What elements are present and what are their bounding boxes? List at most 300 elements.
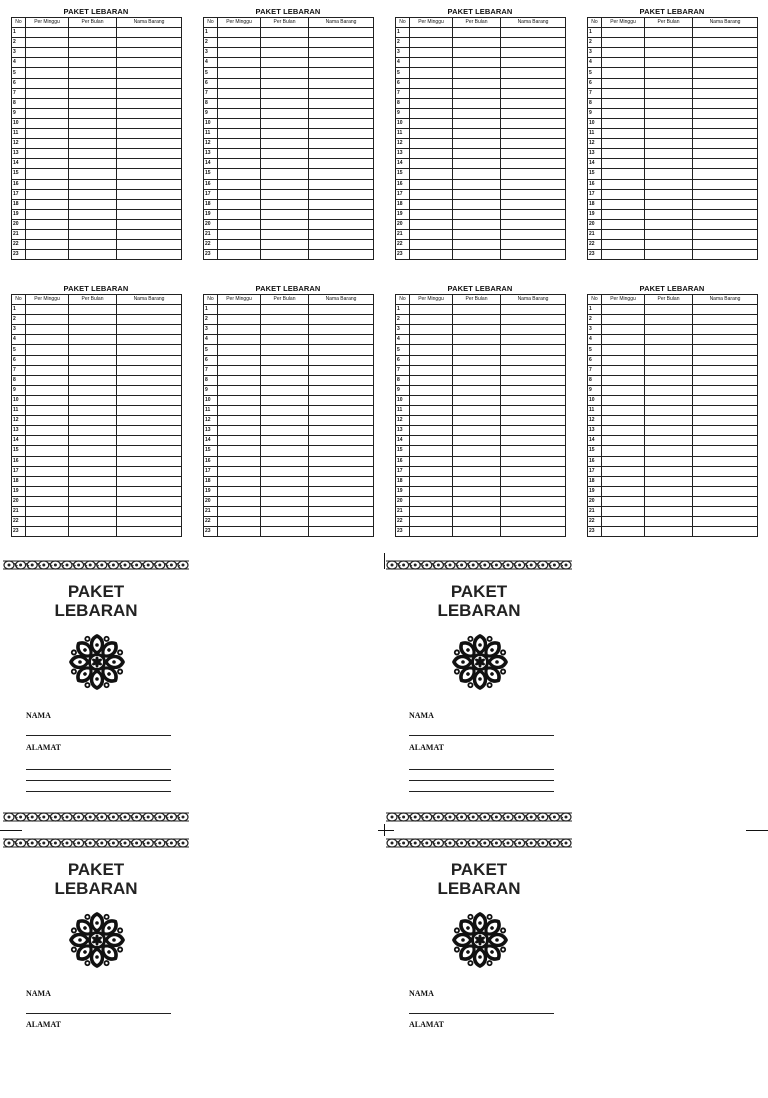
blank-cell[interactable] xyxy=(602,240,645,250)
blank-cell[interactable] xyxy=(261,456,309,466)
blank-cell[interactable] xyxy=(309,315,374,325)
blank-cell[interactable] xyxy=(117,28,182,38)
blank-cell[interactable] xyxy=(26,78,69,88)
alamat-line[interactable] xyxy=(26,780,171,781)
blank-cell[interactable] xyxy=(218,48,261,58)
blank-cell[interactable] xyxy=(261,209,309,219)
blank-cell[interactable] xyxy=(26,436,69,446)
blank-cell[interactable] xyxy=(501,436,566,446)
blank-cell[interactable] xyxy=(218,88,261,98)
blank-cell[interactable] xyxy=(309,98,374,108)
blank-cell[interactable] xyxy=(645,88,693,98)
blank-cell[interactable] xyxy=(218,315,261,325)
alamat-line[interactable] xyxy=(409,791,554,792)
blank-cell[interactable] xyxy=(645,129,693,139)
blank-cell[interactable] xyxy=(117,527,182,537)
blank-cell[interactable] xyxy=(261,179,309,189)
blank-cell[interactable] xyxy=(26,406,69,416)
blank-cell[interactable] xyxy=(645,476,693,486)
blank-cell[interactable] xyxy=(117,436,182,446)
blank-cell[interactable] xyxy=(453,88,501,98)
blank-cell[interactable] xyxy=(453,486,501,496)
blank-cell[interactable] xyxy=(645,456,693,466)
blank-cell[interactable] xyxy=(26,496,69,506)
blank-cell[interactable] xyxy=(26,149,69,159)
blank-cell[interactable] xyxy=(261,305,309,315)
blank-cell[interactable] xyxy=(453,335,501,345)
blank-cell[interactable] xyxy=(453,305,501,315)
blank-cell[interactable] xyxy=(261,250,309,260)
blank-cell[interactable] xyxy=(117,305,182,315)
blank-cell[interactable] xyxy=(693,416,758,426)
blank-cell[interactable] xyxy=(410,139,453,149)
blank-cell[interactable] xyxy=(645,149,693,159)
blank-cell[interactable] xyxy=(410,209,453,219)
blank-cell[interactable] xyxy=(602,88,645,98)
blank-cell[interactable] xyxy=(309,209,374,219)
blank-cell[interactable] xyxy=(218,496,261,506)
blank-cell[interactable] xyxy=(218,335,261,345)
blank-cell[interactable] xyxy=(645,179,693,189)
blank-cell[interactable] xyxy=(26,240,69,250)
blank-cell[interactable] xyxy=(501,28,566,38)
blank-cell[interactable] xyxy=(26,58,69,68)
blank-cell[interactable] xyxy=(693,315,758,325)
blank-cell[interactable] xyxy=(26,355,69,365)
blank-cell[interactable] xyxy=(218,219,261,229)
blank-cell[interactable] xyxy=(645,209,693,219)
blank-cell[interactable] xyxy=(693,58,758,68)
blank-cell[interactable] xyxy=(218,436,261,446)
blank-cell[interactable] xyxy=(218,108,261,118)
blank-cell[interactable] xyxy=(26,209,69,219)
blank-cell[interactable] xyxy=(410,395,453,405)
blank-cell[interactable] xyxy=(645,527,693,537)
blank-cell[interactable] xyxy=(645,325,693,335)
blank-cell[interactable] xyxy=(410,496,453,506)
blank-cell[interactable] xyxy=(410,486,453,496)
blank-cell[interactable] xyxy=(410,240,453,250)
blank-cell[interactable] xyxy=(645,199,693,209)
blank-cell[interactable] xyxy=(693,486,758,496)
blank-cell[interactable] xyxy=(693,169,758,179)
blank-cell[interactable] xyxy=(501,250,566,260)
blank-cell[interactable] xyxy=(261,48,309,58)
blank-cell[interactable] xyxy=(602,456,645,466)
blank-cell[interactable] xyxy=(602,406,645,416)
blank-cell[interactable] xyxy=(645,139,693,149)
blank-cell[interactable] xyxy=(261,446,309,456)
blank-cell[interactable] xyxy=(410,426,453,436)
blank-cell[interactable] xyxy=(453,78,501,88)
blank-cell[interactable] xyxy=(69,527,117,537)
blank-cell[interactable] xyxy=(453,98,501,108)
blank-cell[interactable] xyxy=(261,240,309,250)
blank-cell[interactable] xyxy=(218,58,261,68)
blank-cell[interactable] xyxy=(410,355,453,365)
blank-cell[interactable] xyxy=(69,199,117,209)
blank-cell[interactable] xyxy=(261,436,309,446)
blank-cell[interactable] xyxy=(453,199,501,209)
blank-cell[interactable] xyxy=(645,416,693,426)
blank-cell[interactable] xyxy=(693,496,758,506)
blank-cell[interactable] xyxy=(645,169,693,179)
blank-cell[interactable] xyxy=(453,496,501,506)
blank-cell[interactable] xyxy=(26,179,69,189)
blank-cell[interactable] xyxy=(218,395,261,405)
blank-cell[interactable] xyxy=(218,68,261,78)
blank-cell[interactable] xyxy=(501,219,566,229)
blank-cell[interactable] xyxy=(602,108,645,118)
blank-cell[interactable] xyxy=(410,28,453,38)
blank-cell[interactable] xyxy=(69,38,117,48)
alamat-line[interactable] xyxy=(26,769,171,770)
blank-cell[interactable] xyxy=(602,199,645,209)
blank-cell[interactable] xyxy=(309,395,374,405)
blank-cell[interactable] xyxy=(410,98,453,108)
blank-cell[interactable] xyxy=(693,240,758,250)
blank-cell[interactable] xyxy=(69,209,117,219)
blank-cell[interactable] xyxy=(218,305,261,315)
blank-cell[interactable] xyxy=(309,496,374,506)
blank-cell[interactable] xyxy=(693,108,758,118)
blank-cell[interactable] xyxy=(645,28,693,38)
blank-cell[interactable] xyxy=(218,159,261,169)
blank-cell[interactable] xyxy=(693,38,758,48)
blank-cell[interactable] xyxy=(501,517,566,527)
blank-cell[interactable] xyxy=(501,365,566,375)
blank-cell[interactable] xyxy=(645,496,693,506)
blank-cell[interactable] xyxy=(26,416,69,426)
blank-cell[interactable] xyxy=(218,118,261,128)
blank-cell[interactable] xyxy=(501,139,566,149)
blank-cell[interactable] xyxy=(117,58,182,68)
blank-cell[interactable] xyxy=(218,375,261,385)
blank-cell[interactable] xyxy=(117,118,182,128)
blank-cell[interactable] xyxy=(26,229,69,239)
blank-cell[interactable] xyxy=(309,219,374,229)
blank-cell[interactable] xyxy=(261,149,309,159)
blank-cell[interactable] xyxy=(693,159,758,169)
blank-cell[interactable] xyxy=(69,517,117,527)
blank-cell[interactable] xyxy=(453,38,501,48)
blank-cell[interactable] xyxy=(453,325,501,335)
blank-cell[interactable] xyxy=(501,189,566,199)
blank-cell[interactable] xyxy=(602,506,645,516)
blank-cell[interactable] xyxy=(117,229,182,239)
blank-cell[interactable] xyxy=(69,219,117,229)
blank-cell[interactable] xyxy=(309,506,374,516)
blank-cell[interactable] xyxy=(69,305,117,315)
blank-cell[interactable] xyxy=(218,129,261,139)
blank-cell[interactable] xyxy=(218,98,261,108)
blank-cell[interactable] xyxy=(501,118,566,128)
blank-cell[interactable] xyxy=(453,365,501,375)
blank-cell[interactable] xyxy=(261,98,309,108)
blank-cell[interactable] xyxy=(693,517,758,527)
blank-cell[interactable] xyxy=(501,58,566,68)
blank-cell[interactable] xyxy=(26,38,69,48)
blank-cell[interactable] xyxy=(410,149,453,159)
blank-cell[interactable] xyxy=(26,385,69,395)
blank-cell[interactable] xyxy=(410,466,453,476)
blank-cell[interactable] xyxy=(501,179,566,189)
blank-cell[interactable] xyxy=(693,98,758,108)
blank-cell[interactable] xyxy=(410,38,453,48)
blank-cell[interactable] xyxy=(69,385,117,395)
blank-cell[interactable] xyxy=(602,486,645,496)
blank-cell[interactable] xyxy=(26,250,69,260)
blank-cell[interactable] xyxy=(602,446,645,456)
blank-cell[interactable] xyxy=(410,446,453,456)
blank-cell[interactable] xyxy=(453,179,501,189)
blank-cell[interactable] xyxy=(410,476,453,486)
blank-cell[interactable] xyxy=(453,456,501,466)
blank-cell[interactable] xyxy=(26,219,69,229)
blank-cell[interactable] xyxy=(117,88,182,98)
blank-cell[interactable] xyxy=(453,436,501,446)
blank-cell[interactable] xyxy=(645,406,693,416)
blank-cell[interactable] xyxy=(501,159,566,169)
blank-cell[interactable] xyxy=(69,325,117,335)
blank-cell[interactable] xyxy=(602,436,645,446)
blank-cell[interactable] xyxy=(602,28,645,38)
blank-cell[interactable] xyxy=(453,385,501,395)
blank-cell[interactable] xyxy=(26,476,69,486)
blank-cell[interactable] xyxy=(69,108,117,118)
blank-cell[interactable] xyxy=(645,345,693,355)
blank-cell[interactable] xyxy=(453,139,501,149)
blank-cell[interactable] xyxy=(501,345,566,355)
blank-cell[interactable] xyxy=(309,527,374,537)
blank-cell[interactable] xyxy=(218,149,261,159)
blank-cell[interactable] xyxy=(602,48,645,58)
blank-cell[interactable] xyxy=(501,426,566,436)
blank-cell[interactable] xyxy=(501,476,566,486)
blank-cell[interactable] xyxy=(602,149,645,159)
blank-cell[interactable] xyxy=(309,446,374,456)
blank-cell[interactable] xyxy=(218,385,261,395)
blank-cell[interactable] xyxy=(645,78,693,88)
blank-cell[interactable] xyxy=(309,118,374,128)
blank-cell[interactable] xyxy=(309,58,374,68)
blank-cell[interactable] xyxy=(309,335,374,345)
blank-cell[interactable] xyxy=(69,345,117,355)
blank-cell[interactable] xyxy=(218,416,261,426)
blank-cell[interactable] xyxy=(453,446,501,456)
blank-cell[interactable] xyxy=(117,209,182,219)
blank-cell[interactable] xyxy=(309,88,374,98)
blank-cell[interactable] xyxy=(218,169,261,179)
blank-cell[interactable] xyxy=(693,149,758,159)
blank-cell[interactable] xyxy=(645,335,693,345)
blank-cell[interactable] xyxy=(218,466,261,476)
blank-cell[interactable] xyxy=(645,426,693,436)
blank-cell[interactable] xyxy=(453,375,501,385)
blank-cell[interactable] xyxy=(117,416,182,426)
blank-cell[interactable] xyxy=(26,466,69,476)
blank-cell[interactable] xyxy=(218,456,261,466)
blank-cell[interactable] xyxy=(645,466,693,476)
blank-cell[interactable] xyxy=(501,527,566,537)
blank-cell[interactable] xyxy=(69,78,117,88)
blank-cell[interactable] xyxy=(693,406,758,416)
blank-cell[interactable] xyxy=(410,365,453,375)
blank-cell[interactable] xyxy=(410,305,453,315)
blank-cell[interactable] xyxy=(453,189,501,199)
blank-cell[interactable] xyxy=(26,365,69,375)
blank-cell[interactable] xyxy=(261,229,309,239)
blank-cell[interactable] xyxy=(218,325,261,335)
blank-cell[interactable] xyxy=(410,199,453,209)
blank-cell[interactable] xyxy=(501,38,566,48)
blank-cell[interactable] xyxy=(26,446,69,456)
blank-cell[interactable] xyxy=(645,48,693,58)
blank-cell[interactable] xyxy=(693,68,758,78)
blank-cell[interactable] xyxy=(218,406,261,416)
blank-cell[interactable] xyxy=(218,38,261,48)
nama-line[interactable] xyxy=(26,1013,171,1014)
blank-cell[interactable] xyxy=(117,48,182,58)
blank-cell[interactable] xyxy=(69,98,117,108)
blank-cell[interactable] xyxy=(410,416,453,426)
blank-cell[interactable] xyxy=(645,98,693,108)
blank-cell[interactable] xyxy=(501,108,566,118)
blank-cell[interactable] xyxy=(117,426,182,436)
blank-cell[interactable] xyxy=(693,179,758,189)
blank-cell[interactable] xyxy=(693,219,758,229)
blank-cell[interactable] xyxy=(218,229,261,239)
blank-cell[interactable] xyxy=(501,149,566,159)
blank-cell[interactable] xyxy=(26,199,69,209)
blank-cell[interactable] xyxy=(309,78,374,88)
blank-cell[interactable] xyxy=(69,375,117,385)
blank-cell[interactable] xyxy=(410,436,453,446)
blank-cell[interactable] xyxy=(309,149,374,159)
blank-cell[interactable] xyxy=(602,159,645,169)
blank-cell[interactable] xyxy=(117,250,182,260)
blank-cell[interactable] xyxy=(693,139,758,149)
blank-cell[interactable] xyxy=(602,416,645,426)
blank-cell[interactable] xyxy=(261,517,309,527)
blank-cell[interactable] xyxy=(26,98,69,108)
blank-cell[interactable] xyxy=(69,240,117,250)
blank-cell[interactable] xyxy=(602,466,645,476)
blank-cell[interactable] xyxy=(693,436,758,446)
blank-cell[interactable] xyxy=(453,169,501,179)
blank-cell[interactable] xyxy=(309,169,374,179)
blank-cell[interactable] xyxy=(309,38,374,48)
blank-cell[interactable] xyxy=(218,189,261,199)
blank-cell[interactable] xyxy=(309,179,374,189)
blank-cell[interactable] xyxy=(261,375,309,385)
blank-cell[interactable] xyxy=(117,139,182,149)
blank-cell[interactable] xyxy=(501,209,566,219)
blank-cell[interactable] xyxy=(261,159,309,169)
blank-cell[interactable] xyxy=(501,240,566,250)
blank-cell[interactable] xyxy=(645,315,693,325)
blank-cell[interactable] xyxy=(261,335,309,345)
blank-cell[interactable] xyxy=(117,169,182,179)
blank-cell[interactable] xyxy=(69,48,117,58)
blank-cell[interactable] xyxy=(602,426,645,436)
blank-cell[interactable] xyxy=(602,250,645,260)
blank-cell[interactable] xyxy=(410,517,453,527)
blank-cell[interactable] xyxy=(261,189,309,199)
blank-cell[interactable] xyxy=(602,527,645,537)
blank-cell[interactable] xyxy=(261,78,309,88)
blank-cell[interactable] xyxy=(501,48,566,58)
blank-cell[interactable] xyxy=(69,169,117,179)
blank-cell[interactable] xyxy=(117,517,182,527)
blank-cell[interactable] xyxy=(69,129,117,139)
blank-cell[interactable] xyxy=(602,345,645,355)
blank-cell[interactable] xyxy=(218,209,261,219)
blank-cell[interactable] xyxy=(26,305,69,315)
blank-cell[interactable] xyxy=(501,325,566,335)
blank-cell[interactable] xyxy=(309,305,374,315)
blank-cell[interactable] xyxy=(453,345,501,355)
blank-cell[interactable] xyxy=(693,395,758,405)
blank-cell[interactable] xyxy=(410,229,453,239)
blank-cell[interactable] xyxy=(693,325,758,335)
blank-cell[interactable] xyxy=(602,139,645,149)
blank-cell[interactable] xyxy=(309,375,374,385)
blank-cell[interactable] xyxy=(69,456,117,466)
blank-cell[interactable] xyxy=(69,58,117,68)
blank-cell[interactable] xyxy=(69,28,117,38)
blank-cell[interactable] xyxy=(453,68,501,78)
blank-cell[interactable] xyxy=(410,456,453,466)
blank-cell[interactable] xyxy=(261,139,309,149)
blank-cell[interactable] xyxy=(69,416,117,426)
blank-cell[interactable] xyxy=(453,159,501,169)
blank-cell[interactable] xyxy=(602,355,645,365)
blank-cell[interactable] xyxy=(309,325,374,335)
blank-cell[interactable] xyxy=(410,506,453,516)
blank-cell[interactable] xyxy=(261,385,309,395)
blank-cell[interactable] xyxy=(645,486,693,496)
blank-cell[interactable] xyxy=(410,325,453,335)
blank-cell[interactable] xyxy=(69,506,117,516)
blank-cell[interactable] xyxy=(693,118,758,128)
blank-cell[interactable] xyxy=(453,355,501,365)
blank-cell[interactable] xyxy=(410,58,453,68)
blank-cell[interactable] xyxy=(261,466,309,476)
blank-cell[interactable] xyxy=(501,355,566,365)
blank-cell[interactable] xyxy=(645,229,693,239)
blank-cell[interactable] xyxy=(117,456,182,466)
blank-cell[interactable] xyxy=(261,426,309,436)
blank-cell[interactable] xyxy=(602,68,645,78)
blank-cell[interactable] xyxy=(26,325,69,335)
blank-cell[interactable] xyxy=(218,345,261,355)
blank-cell[interactable] xyxy=(645,355,693,365)
blank-cell[interactable] xyxy=(645,58,693,68)
blank-cell[interactable] xyxy=(26,527,69,537)
blank-cell[interactable] xyxy=(309,345,374,355)
blank-cell[interactable] xyxy=(410,219,453,229)
blank-cell[interactable] xyxy=(693,506,758,516)
blank-cell[interactable] xyxy=(69,118,117,128)
blank-cell[interactable] xyxy=(69,496,117,506)
blank-cell[interactable] xyxy=(602,209,645,219)
blank-cell[interactable] xyxy=(309,416,374,426)
blank-cell[interactable] xyxy=(410,78,453,88)
blank-cell[interactable] xyxy=(117,325,182,335)
blank-cell[interactable] xyxy=(117,345,182,355)
nama-line[interactable] xyxy=(409,1013,554,1014)
